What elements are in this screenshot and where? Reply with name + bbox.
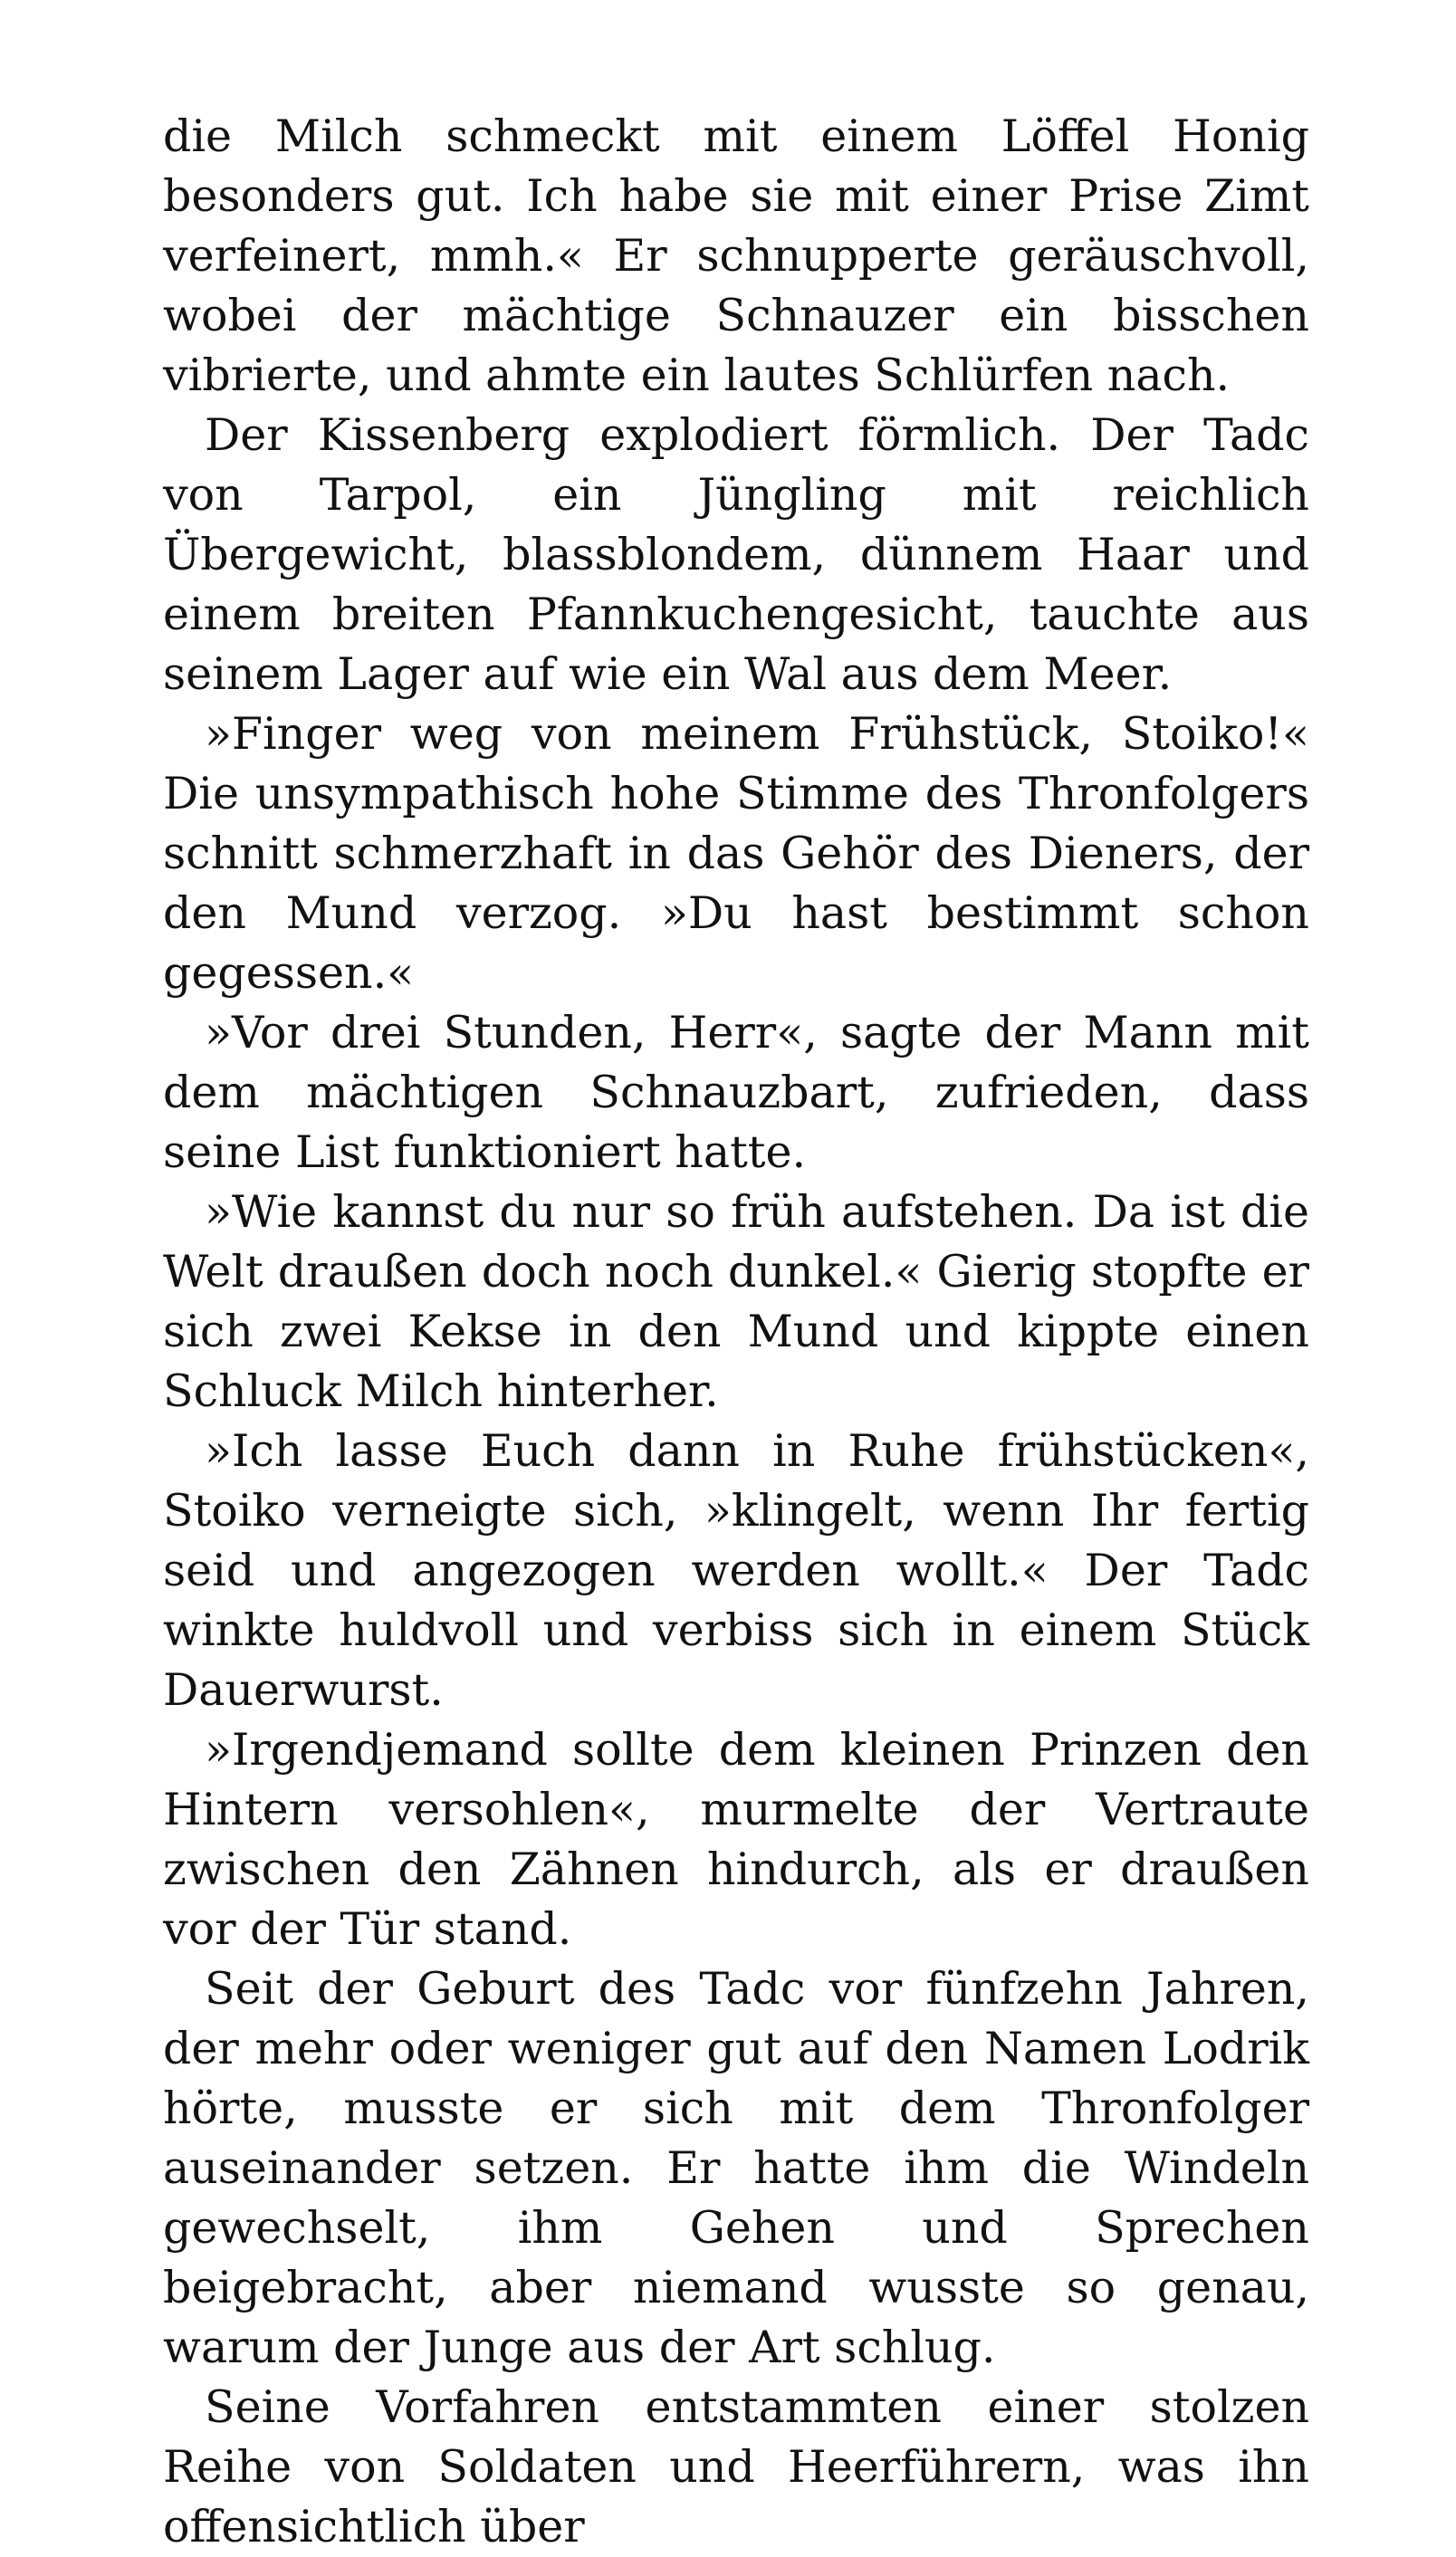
paragraph-5: »Wie kannst du nur so früh aufstehen. Da ist die Welt draußen doch noch dunkel.« Gierig stopfte er sich zwei Kekse in den Mund und kippte einen Schluck Milch hinterher. (163, 1186, 1309, 1417)
paragraph-8: Seit der Geburt des Tadc vor fünfzehn Jahren, der mehr oder weniger gut auf den Namen Lodrik hörte, musste er sich mit dem Thronfolger auseinander setzen. Er hatte ihm die Windeln gewechselt, ihm Gehen und Sprechen beigebracht, aber niemand wusste so genau, warum der Junge aus der Art schlug. (163, 1963, 1309, 2373)
paragraph-1: die Milch schmeckt mit einem Löffel Honig besonders gut. Ich habe sie mit einer Prise Zimt verfeinert, mmh.« Er schnupperte geräuschvoll, wobei der mächtige Schnauzer ein bisschen vibrierte, und ahmte ein lautes Schlürfen nach. (163, 110, 1309, 401)
paragraph-7: »Irgendjemand sollte dem kleinen Prinzen den Hintern versohlen«, murmelte der Vertraute zwischen den Zähnen hindurch, als er draußen vor der Tür stand. (163, 1724, 1309, 1955)
book-page (163, 107, 1309, 2557)
paragraph-9: Seine Vorfahren entstammten einer stolzen Reihe von Soldaten und Heerführern, was ihn offensichtlich über (163, 2381, 1309, 2552)
paragraph-3: »Finger weg von meinem Frühstück, Stoiko!« Die unsympathisch hohe Stimme des Thronfolgers schnitt schmerzhaft in das Gehör des Dieners, der den Mund verzog. »Du hast bestimmt schon gegessen.« (163, 708, 1309, 999)
paragraph-6: »Ich lasse Euch dann in Ruhe frühstücken«, Stoiko verneigte sich, »klingelt, wenn Ihr fertig seid und angezogen werden wollt.« Der Tadc winkte huldvoll und verbiss sich in einem Stück Dauerwurst. (163, 1425, 1309, 1716)
paragraph-2: Der Kissenberg explodiert förmlich. Der Tadc von Tarpol, ein Jüngling mit reichlich Übergewicht, blassblondem, dünnem Haar und einem breiten Pfannkuchengesicht, tauchte aus seinem Lager auf wie ein Wal aus dem Meer. (163, 409, 1309, 700)
paragraph-4: »Vor drei Stunden, Herr«, sagte der Mann mit dem mächtigen Schnauzbart, zufrieden, dass seine List funktioniert hatte. (163, 1007, 1309, 1178)
